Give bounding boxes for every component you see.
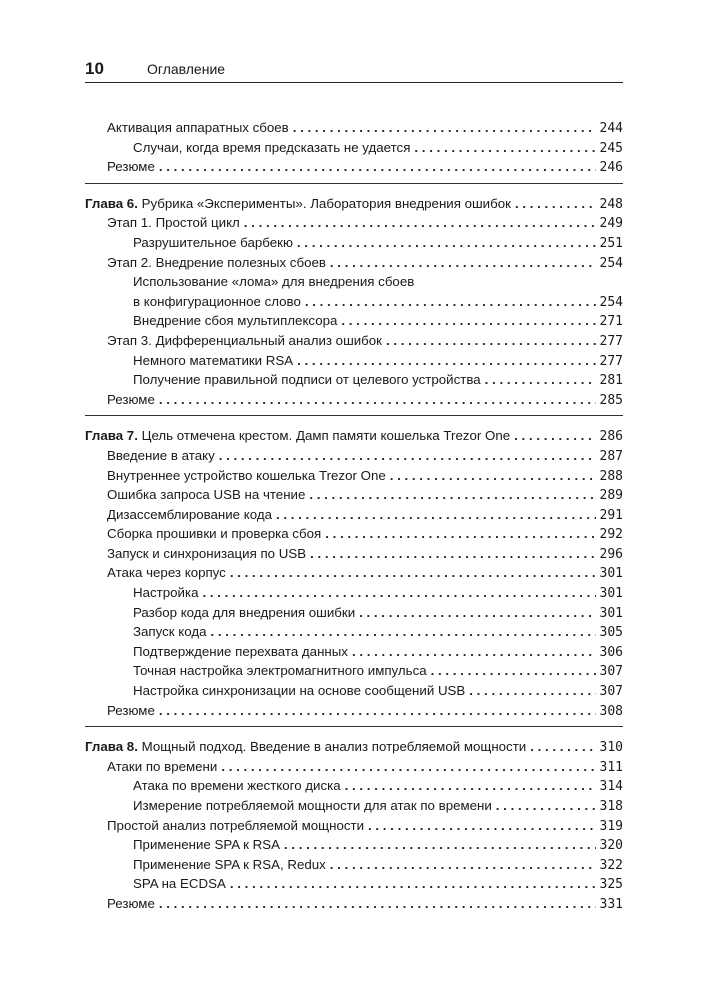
- dot-leader: [159, 701, 596, 721]
- entry-page-number: 306: [599, 644, 623, 660]
- entry-page-number: 271: [599, 314, 623, 330]
- toc-entry-row[interactable]: [85, 563, 623, 583]
- entry-page-number: 292: [599, 527, 623, 543]
- entry-title: Резюме: [107, 702, 155, 718]
- dot-leader: [414, 138, 595, 158]
- toc-entry-row[interactable]: [85, 603, 623, 623]
- dot-leader: [309, 485, 595, 505]
- toc-entry-row[interactable]: [85, 855, 623, 875]
- entry-page-number: 285: [599, 392, 623, 408]
- entry-page-number: 287: [599, 448, 623, 464]
- dot-leader: [515, 194, 596, 214]
- dot-leader: [386, 331, 596, 351]
- toc-entry-row[interactable]: [85, 272, 623, 292]
- dot-leader: [305, 292, 596, 312]
- toc-entry-row[interactable]: [85, 233, 623, 253]
- entry-title: Простой анализ потребляемой мощности: [107, 817, 365, 833]
- entry-title: SPA на ECDSA: [133, 876, 226, 892]
- dot-leader: [276, 505, 596, 525]
- entry-page-number: 301: [599, 605, 623, 621]
- entry-page-number: 320: [599, 838, 623, 854]
- chapter-label: Глава 7.: [85, 428, 138, 444]
- dot-leader: [325, 524, 595, 544]
- toc-entry-row[interactable]: [85, 331, 623, 351]
- dot-leader: [297, 233, 596, 253]
- chapter-heading: [85, 737, 526, 757]
- toc-entry-row[interactable]: [85, 118, 623, 138]
- chapter-heading: [85, 426, 510, 446]
- toc-entry-row[interactable]: [85, 622, 623, 642]
- entry-title: Запуск и синхронизация по USB: [107, 545, 307, 561]
- dot-leader: [359, 603, 595, 623]
- entry-title: Этап 2. Внедрение полезных сбоев: [107, 254, 326, 270]
- toc-entry-row[interactable]: [85, 466, 623, 486]
- chapter-title: Мощный подход. Введение в анализ потребляемой мощности: [141, 739, 527, 755]
- entry-title: Точная настройка электромагнитного импульса: [133, 663, 427, 679]
- entry-page-number: 245: [599, 140, 623, 156]
- dot-leader: [159, 894, 596, 914]
- dot-leader: [368, 816, 596, 836]
- toc-entry-row[interactable]: [85, 757, 623, 777]
- dot-leader: [485, 370, 596, 390]
- entry-title: Настройка: [133, 585, 199, 601]
- entry-title: Дизассемблирование кода: [107, 506, 272, 522]
- toc-chapter-row[interactable]: [85, 194, 623, 214]
- entry-title: Атаки по времени: [107, 758, 218, 774]
- entry-page-number: 325: [599, 877, 623, 893]
- dot-leader: [244, 213, 596, 233]
- entry-title: Ошибка запроса USB на чтение: [107, 487, 306, 503]
- toc-entry-row[interactable]: [85, 390, 623, 410]
- dot-leader: [431, 661, 596, 681]
- entry-title: Введение в атаку: [107, 447, 215, 463]
- entry-title: Резюме: [107, 895, 155, 911]
- entry-page-number: 244: [599, 121, 623, 136]
- table-of-contents: [85, 118, 623, 914]
- entry-title: Активация аппаратных сбоев: [107, 120, 289, 135]
- toc-entry-row[interactable]: [85, 642, 623, 662]
- entry-page-number: 314: [599, 779, 623, 795]
- toc-entry-row[interactable]: [85, 796, 623, 816]
- toc-entry-row[interactable]: [85, 446, 623, 466]
- entry-title: Настройка синхронизации на основе сообщений USB: [133, 683, 466, 699]
- toc-entry-row[interactable]: [85, 894, 623, 914]
- chapter-title: Цель отмечена крестом. Дамп памяти кошелька Trezor One: [141, 428, 511, 444]
- section-divider: [85, 726, 623, 727]
- dot-leader: [284, 835, 596, 855]
- dot-leader: [297, 351, 595, 371]
- entry-title: Разбор кода для внедрения ошибки: [133, 604, 356, 620]
- dot-leader: [345, 776, 596, 796]
- entry-page-number: 331: [599, 896, 623, 912]
- chapter-label: Глава 6.: [85, 195, 138, 211]
- toc-entry-row[interactable]: [85, 253, 623, 273]
- chapter-page-number: 310: [599, 740, 623, 756]
- dot-leader: [352, 642, 596, 662]
- toc-entry-row[interactable]: [85, 524, 623, 544]
- dot-leader: [230, 874, 596, 894]
- toc-chapter-row[interactable]: [85, 426, 623, 446]
- entry-title: Случаи, когда время предсказать не удается: [133, 139, 411, 155]
- toc-entry-row[interactable]: [85, 292, 623, 312]
- entry-title: Измерение потребляемой мощности для атак по времени: [133, 798, 492, 813]
- entry-title: Использование «лома» для внедрения сбоев: [133, 274, 415, 290]
- entry-page-number: 254: [599, 255, 623, 271]
- dot-leader: [530, 737, 595, 757]
- dot-leader: [310, 544, 595, 564]
- entry-page-number: 249: [599, 216, 623, 232]
- chapter-page-number: 248: [599, 196, 623, 212]
- toc-chapter-row[interactable]: [85, 737, 623, 757]
- entry-page-number: 296: [599, 546, 623, 562]
- toc-entry-row[interactable]: [85, 816, 623, 836]
- entry-page-number: 307: [599, 664, 623, 680]
- dot-leader: [341, 311, 595, 331]
- entry-page-number: 277: [599, 353, 623, 369]
- entry-title: Получение правильной подписи от целевого устройства: [133, 372, 481, 388]
- entry-title: в конфигурационное слово: [133, 293, 301, 309]
- entry-title: Применение SPA к RSA, Redux: [133, 856, 326, 872]
- entry-title: Этап 1. Простой цикл: [107, 215, 240, 231]
- running-head: Оглавление: [147, 61, 226, 77]
- toc-entry-row[interactable]: [85, 874, 623, 894]
- toc-entry-row[interactable]: [85, 544, 623, 564]
- section-divider: [85, 415, 623, 416]
- toc-entry-row[interactable]: [85, 835, 623, 855]
- entry-page-number: 307: [599, 684, 623, 700]
- toc-entry-row[interactable]: [85, 370, 623, 390]
- entry-title: Атака через корпус: [107, 565, 226, 581]
- dot-leader: [219, 446, 596, 466]
- entry-title: Внутреннее устройство кошелька Trezor One: [107, 467, 386, 483]
- dot-leader: [330, 253, 596, 273]
- toc-entry-row[interactable]: [85, 311, 623, 331]
- entry-title: Атака по времени жесткого диска: [133, 778, 341, 794]
- chapter-label: Глава 8.: [85, 739, 138, 755]
- entry-page-number: 305: [599, 625, 623, 641]
- dot-leader: [211, 622, 596, 642]
- toc-entry-row[interactable]: [85, 138, 623, 158]
- dot-leader: [514, 426, 595, 446]
- entry-page-number: 291: [599, 507, 623, 523]
- dot-leader: [230, 563, 596, 583]
- toc-entry-row[interactable]: [85, 351, 623, 371]
- entry-title: Подтверждение перехвата данных: [133, 643, 348, 659]
- toc-entry-row[interactable]: [85, 213, 623, 233]
- entry-page-number: 301: [599, 586, 623, 602]
- dot-leader: [202, 583, 595, 603]
- entry-page-number: 308: [599, 703, 623, 719]
- toc-entry-row[interactable]: [85, 701, 623, 721]
- entry-title: Резюме: [107, 159, 155, 175]
- entry-title: Внедрение сбоя мультиплексора: [133, 313, 338, 329]
- entry-title: Немного математики RSA: [133, 352, 294, 368]
- entry-page-number: 311: [599, 759, 623, 775]
- dot-leader: [390, 466, 596, 486]
- dot-leader: [159, 157, 596, 177]
- entry-title: Этап 3. Дифференциальный анализ ошибок: [107, 332, 382, 348]
- entry-page-number: 319: [599, 818, 623, 834]
- entry-title: Разрушительное барбекю: [133, 234, 293, 250]
- entry-page-number: 318: [599, 799, 623, 814]
- entry-page-number: 322: [599, 857, 623, 873]
- entry-page-number: 277: [599, 333, 623, 349]
- page-header: [85, 56, 623, 83]
- dot-leader: [496, 796, 596, 816]
- chapter-heading: [85, 194, 511, 214]
- toc-entry-row[interactable]: [85, 583, 623, 603]
- dot-leader: [330, 855, 596, 875]
- entry-page-number: 254: [599, 294, 623, 310]
- entry-page-number: 281: [599, 373, 623, 389]
- dot-leader: [293, 118, 596, 138]
- dot-leader: [221, 757, 595, 777]
- entry-page-number: 289: [599, 488, 623, 504]
- entry-title: Запуск кода: [133, 624, 207, 640]
- dot-leader: [159, 390, 596, 410]
- chapter-page-number: 286: [599, 429, 623, 445]
- chapter-title: Рубрика «Эксперименты». Лаборатория внедрения ошибок: [141, 195, 511, 211]
- toc-entry-row[interactable]: [85, 505, 623, 525]
- dot-leader: [469, 681, 595, 701]
- section-divider: [85, 183, 623, 184]
- entry-page-number: 246: [599, 160, 623, 176]
- entry-title: Применение SPA к RSA: [133, 837, 280, 853]
- page-number: 10: [85, 59, 104, 78]
- toc-entry-row[interactable]: [85, 157, 623, 177]
- entry-title: Сборка прошивки и проверка сбоя: [107, 526, 322, 542]
- toc-entry-row[interactable]: [85, 485, 623, 505]
- entry-page-number: 301: [599, 566, 623, 582]
- toc-entry-row[interactable]: [85, 661, 623, 681]
- toc-entry-row[interactable]: [85, 681, 623, 701]
- entry-page-number: 251: [599, 235, 623, 251]
- entry-title: Резюме: [107, 391, 155, 407]
- entry-page-number: 288: [599, 468, 623, 484]
- toc-entry-row[interactable]: [85, 776, 623, 796]
